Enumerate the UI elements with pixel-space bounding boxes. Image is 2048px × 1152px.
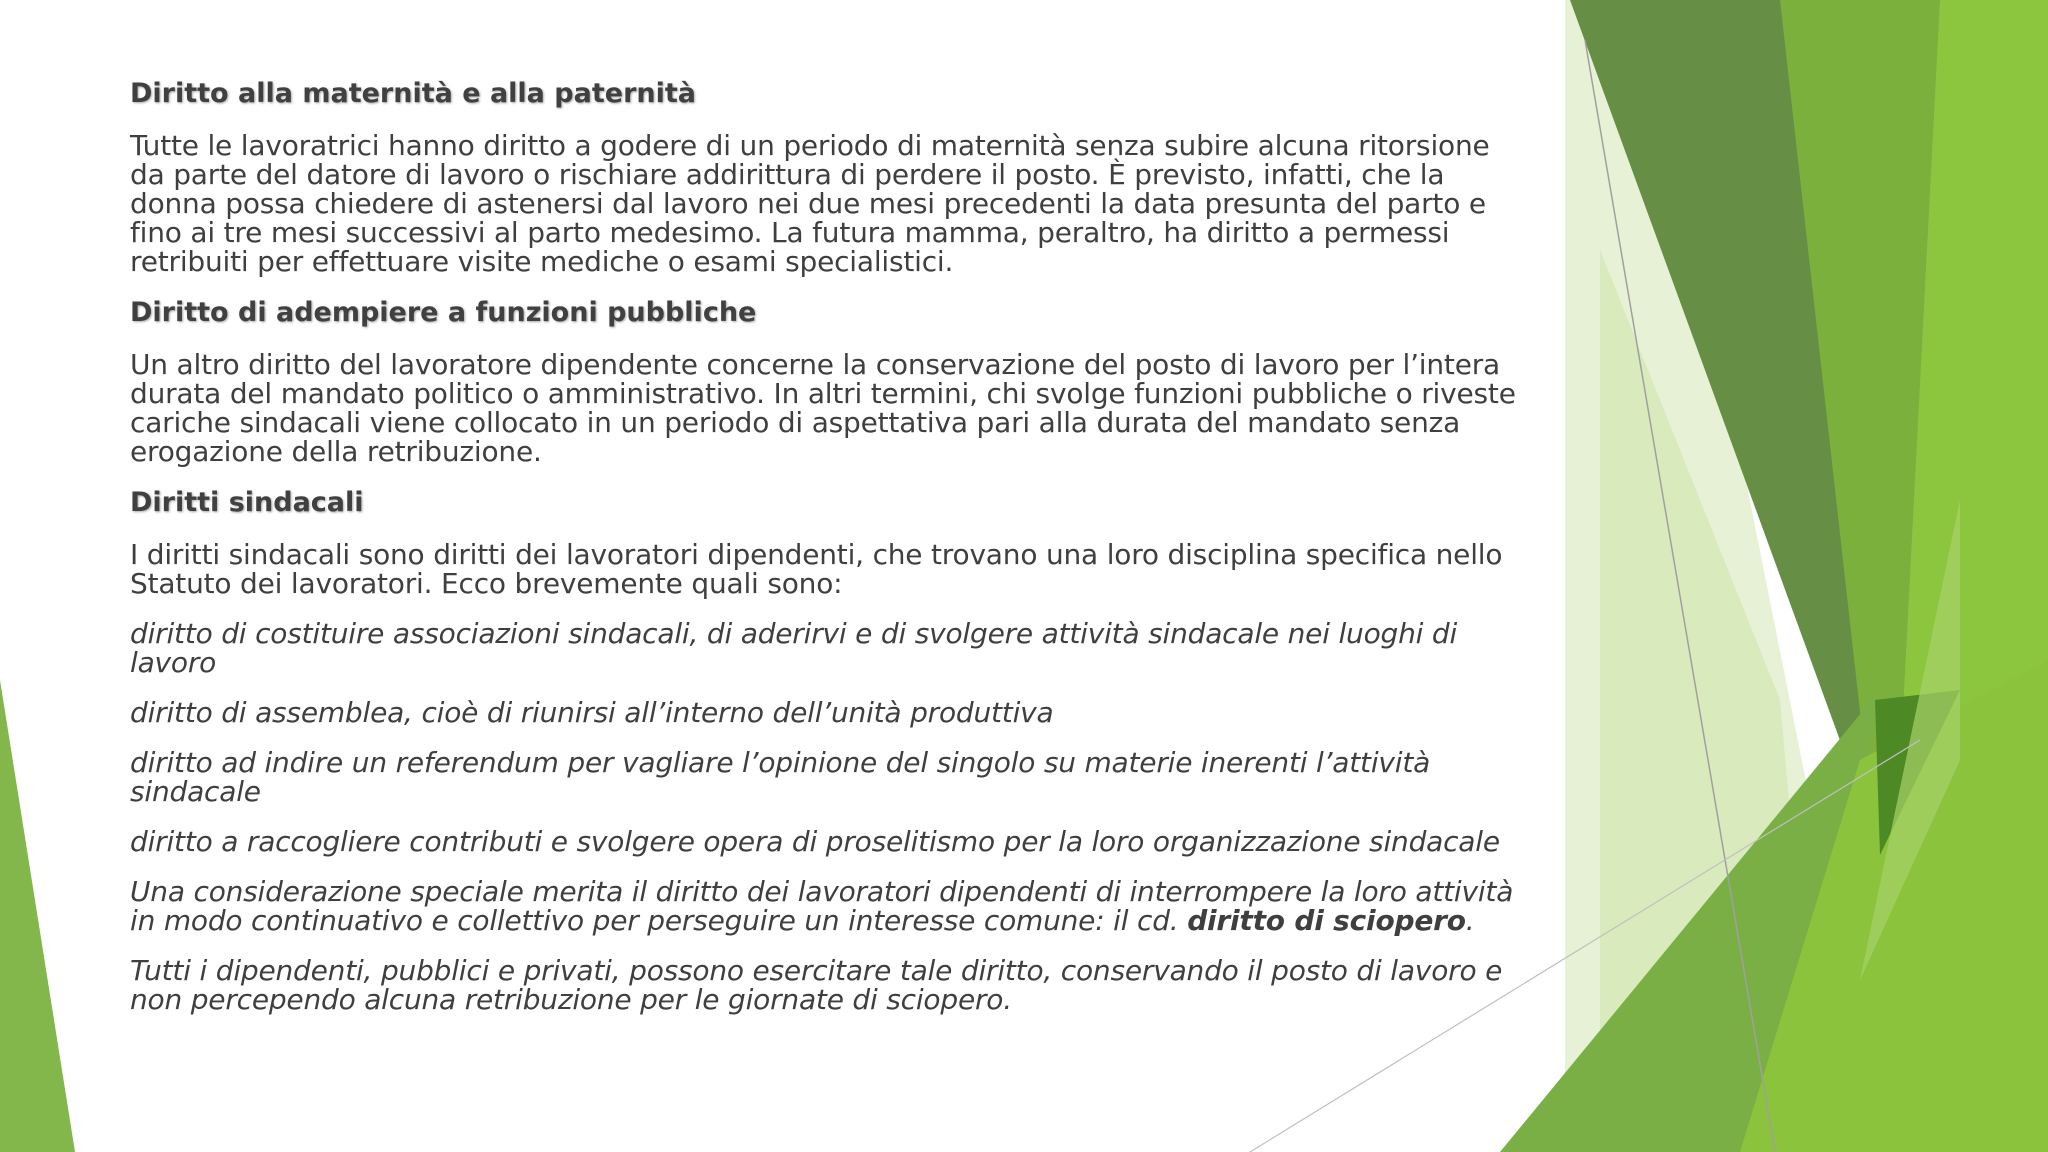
paragraph-closing: Tutti i dipendenti, pubblici e privati, possono esercitare tale diritto, conservando il posto di lavoro e non percependo alcuna retribuzione per le giornate di sciopero. <box>130 954 1503 1016</box>
paragraph-union-rights: I diritti sindacali sono diritti dei lavoratori dipendenti, che trovano una loro disciplina specifica nello Statuto dei lavoratori. Ecco brevemente quali sono: <box>130 538 1503 600</box>
strike-term: diritto di sciopero <box>1187 904 1466 937</box>
paragraph-strike <box>130 877 1530 935</box>
union-right-item: diritto a raccogliere contributi e svolgere opera di proselitismo per la loro organizzazione sindacale <box>130 825 1500 858</box>
left-green-facet <box>0 680 75 1152</box>
union-right-item: diritto di assemblea, cioè di riunirsi all’interno dell’unità produttiva <box>130 696 1054 729</box>
paragraph-public-functions: Un altro diritto del lavoratore dipendente concerne la conservazione del posto di lavoro per l’intera durata del mandato politico o amministrativo. In altri termini, chi svolge funzioni pubbliche o riveste cariche sindacali viene collocato in un periodo di aspettativa pari alla durata del mandato senza erogazione della retribuzione. <box>130 348 1516 468</box>
union-right-item: diritto di costituire associazioni sindacali, di aderirvi e di svolgere attività sindacale nei luoghi di lavoro <box>130 617 1458 679</box>
heading-maternity: Diritto alla maternità e alla paternità <box>130 78 696 109</box>
paragraph-maternity: Tutte le lavoratrici hanno diritto a godere di un periodo di maternità senza subire alcuna ritorsione da parte del datore di lavoro o rischiare addirittura di perdere il posto. È previsto, infatti, che la donna possa chiedere di astenersi dal lavoro nei due mesi precedenti la data presunta del parto e fino ai tre mesi successivi al parto medesimo. La futura mamma, peraltro, ha diritto a permessi retribuiti per effettuare visite mediche o esami specialistici. <box>130 129 1490 278</box>
union-right-item: diritto ad indire un referendum per vagliare l’opinione del singolo su materie inerenti l’attività sindacale <box>130 746 1431 808</box>
strike-period: . <box>1465 904 1475 937</box>
heading-public-functions: Diritto di adempiere a funzioni pubbliche <box>130 297 757 328</box>
strike-text: Una considerazione speciale merita il diritto dei lavoratori dipendenti di interrompere la loro attività in modo continuativo e collettivo per perseguire un interesse comune: il cd. <box>130 875 1514 937</box>
slide-content <box>130 78 1530 1035</box>
heading-union-rights: Diritti sindacali <box>130 487 364 518</box>
